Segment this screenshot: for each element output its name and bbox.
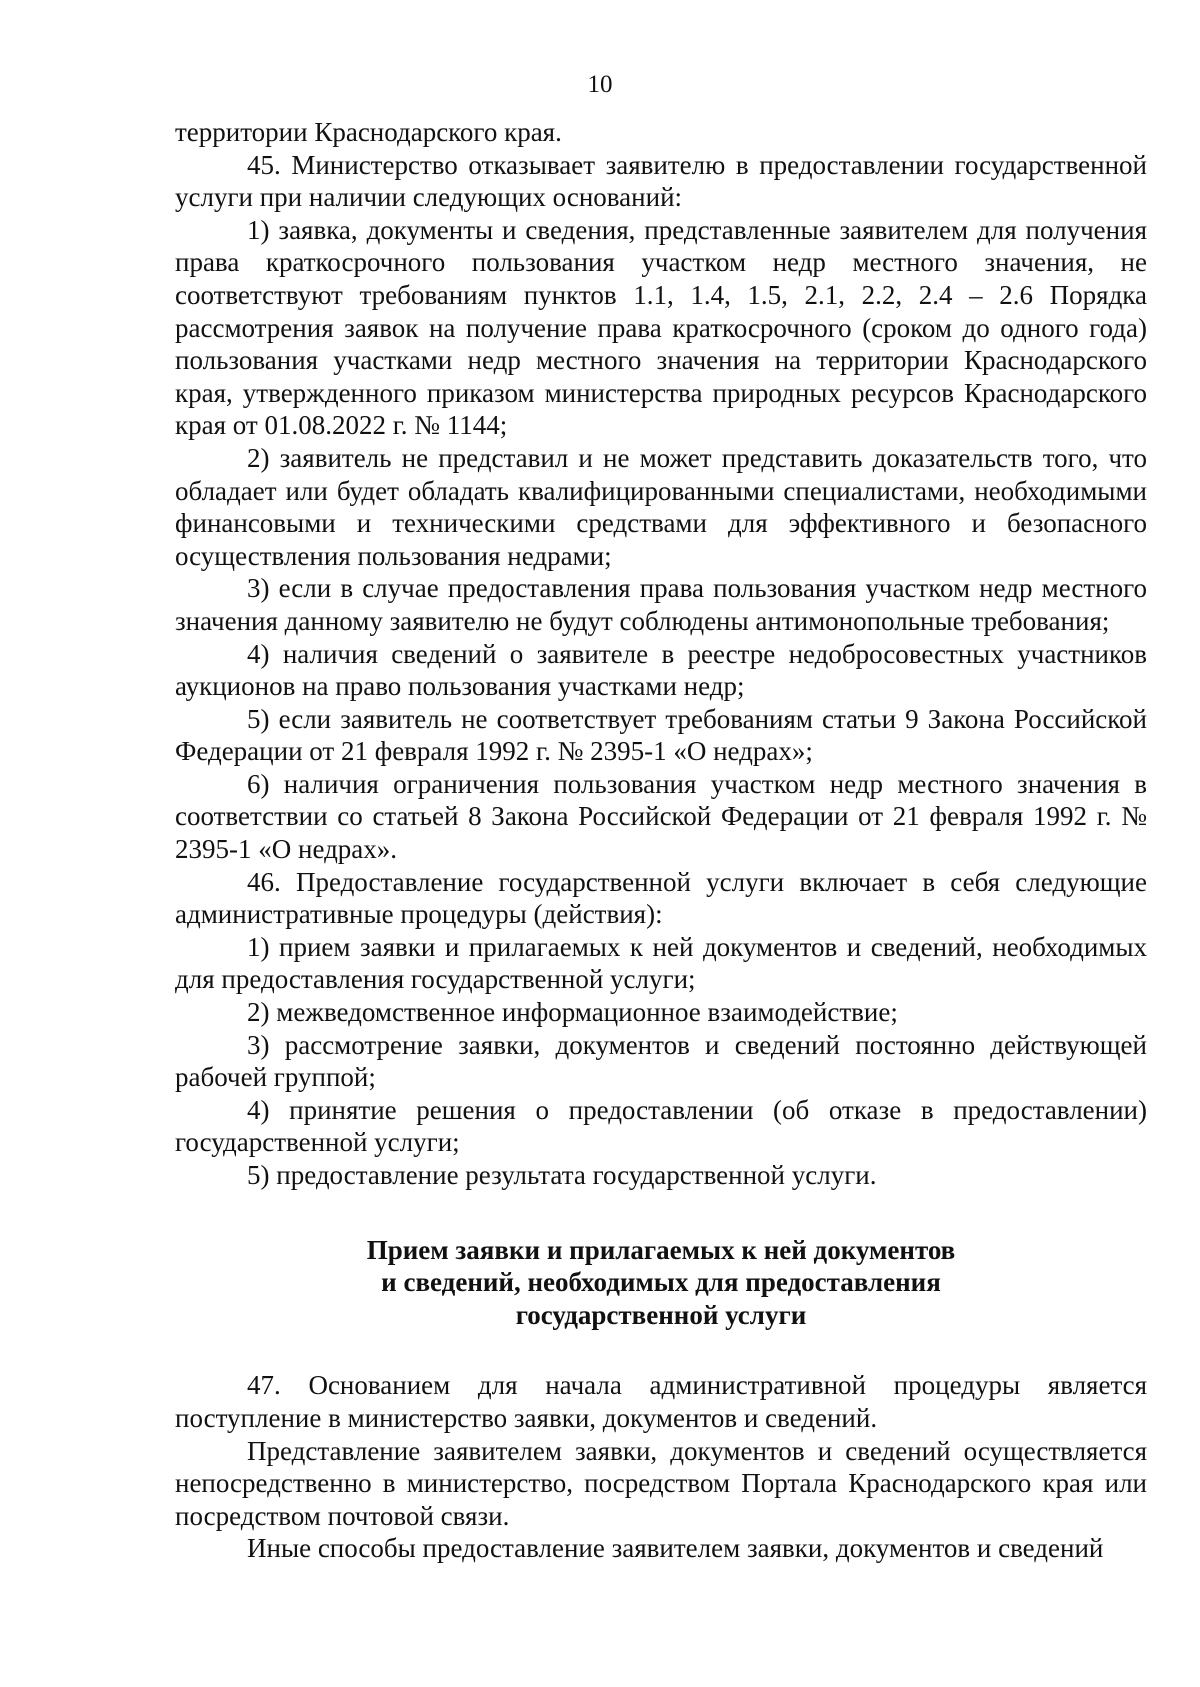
paragraph-continuation: территории Краснодарского края. — [175, 117, 562, 147]
procedure-item-3: 3) рассмотрение заявки, документов и сведений постоянно действующей рабочей группой; — [175, 1029, 1147, 1093]
section-heading — [175, 1234, 1147, 1332]
section-heading-line-1: Прием заявки и прилагаемых к ней документов — [366, 1234, 956, 1265]
section-heading-line-3: государственной услуги — [515, 1299, 807, 1330]
page-number: 10 — [587, 71, 613, 98]
procedure-item-1: 1) прием заявки и прилагаемых к ней документов и сведений, необходимых для предоставления государственной услуги; — [175, 931, 1147, 995]
section-heading-line-2: и сведений, необходимых для предоставления — [381, 1267, 941, 1298]
paragraph-item-46: 46. Предоставление государственной услуги включает в себя следующие административные процедуры (действия): — [175, 866, 1147, 930]
paragraph-subitem-6: 6) наличия ограничения пользования участком недр местного значения в соответствии со статьей 8 Закона Российской Федерации от 21 февраля 1992 г. № 2395-1 «О недрах». — [175, 768, 1147, 865]
paragraph-subitem-2: 2) заявитель не представил и не может представить доказательств того, что обладает или будет обладать квалифицированными специалистами, необходимыми финансовыми и техническими средствами для эффективного и безопасного осуществления пользования недрами; — [175, 442, 1147, 571]
procedure-item-4: 4) принятие решения о предоставлении (об отказе в предоставлении) государственной услуги; — [175, 1094, 1147, 1158]
paragraph-subitem-5: 5) если заявитель не соответствует требованиям статьи 9 Закона Российской Федерации от 21 февраля 1992 г. № 2395-1 «О недрах»; — [175, 703, 1147, 767]
paragraph-subitem-4: 4) наличия сведений о заявителе в реестре недобросовестных участников аукционов на право пользования участками недр; — [175, 638, 1147, 702]
paragraph-other-methods: Иные способы предоставление заявителем заявки, документов и сведений — [247, 1533, 1104, 1564]
document-body — [175, 116, 1147, 1565]
paragraph-item-45: 45. Министерство отказывает заявителю в предоставлении государственной услуги при наличии следующих оснований: — [175, 149, 1147, 213]
procedure-item-5: 5) предоставление результата государственной услуги. — [247, 1160, 877, 1190]
paragraph-item-47: 47. Основанием для начала административной процедуры является поступление в министерство заявки, документов и сведений. — [175, 1370, 1147, 1433]
paragraph-subitem-1: 1) заявка, документы и сведения, представленные заявителем для получения права краткосрочного пользования участком недр местного значения, не соответствуют требованиям пунктов 1.1, 1.4, 1.5, 2.1, 2.2, 2.4 – 2.6 Порядка рассмотрения заявок на получение права краткосрочного (сроком до одного года) пользования участками недр местного значения на территории Краснодарского края, утвержденного приказом министерства природных ресурсов Краснодарского края от 01.08.2022 г. № 1144; — [175, 214, 1147, 441]
procedure-item-2: 2) межведомственное информационное взаимодействие; — [247, 997, 898, 1028]
paragraph-submission-methods: Представление заявителем заявки, документов и сведений осуществляется непосредственно в министерство, посредством Портала Краснодарского края или посредством почтовой связи. — [175, 1435, 1147, 1531]
paragraph-subitem-3: 3) если в случае предоставления права пользования участком недр местного значения данному заявителю не будут соблюдены антимонопольные требования; — [175, 573, 1147, 636]
